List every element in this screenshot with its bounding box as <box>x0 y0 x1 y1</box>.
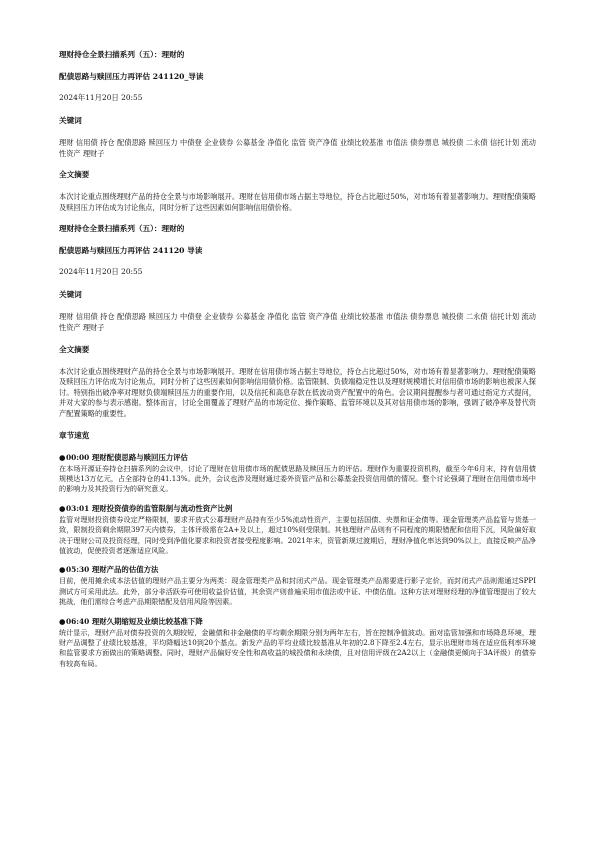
chapter-body: 在本场开源证券持仓扫描系列的会议中，讨论了理财在信用债市场的配债思路及赎回压力的评估。理财作为重要投资机构，截至今年6月末，持有信用债规模达13万亿元，占全部持仓的41.13%。此外，会议也涉及理财通过委外资管产品和公募基金投资信用债的情况。整个讨论强调了理财在信用债市场中的影响力及其投资行为的研究意义。 <box>59 463 536 494</box>
bullet-icon: ● <box>59 616 66 626</box>
summary-heading: 全文摘要 <box>59 170 90 180</box>
bullet-icon: ● <box>59 503 66 513</box>
chapters-section <box>59 431 536 670</box>
summary-text: 本次讨论重点围绕理财产品的持仓全景与市场影响展开。理财在信用债市场占据主导地位，持仓占比超过50%，对市场有着显著影响力。理财配债策略及赎回压力评估成为讨论焦点，同时分析了这些因素如何影响信用债价格。 <box>59 192 536 212</box>
keywords-heading: 关键词 <box>59 290 82 300</box>
chapter-body: 统计显示，理财产品对债券投资的久期较短，金融债和非金融债的平均剩余期限分别为两年左右，旨在控制净值波动。面对监管加强和市场降息环境，理财产品调整了业绩比较基准，平均降幅达10到20个基点。新发产品的平均业绩比较基准从年初的2.8下降至2.4左右，显示出理财市场在适应低利率环境和监管要求方面做出的策略调整。同时，理财产品偏好安全性和高收益的城投债和永续债，且对信用评级在2A2以上（金融债更倾向于3A评级）的债券有较高布局。 <box>59 627 536 668</box>
chapter-body: 目前，使用摊余成本法估值的理财产品主要分为两类：现金管理类产品和封闭式产品。现金管理类产品需要进行影子定价，而封闭式产品则需通过SPPI测试方可采用此法。此外，部分非活跃券可使用收益价估值，其余资产则普遍采用市值法或中证、中债估值。这种方法对理财经理的净值管理提出了较大挑战，他们需综合考虑产品期限错配及信用风险等因素。 <box>59 576 536 607</box>
summary-text: 本次讨论重点围绕理财产品的持仓全景与市场影响展开。理财在信用债市场占据主导地位，持仓占比超过50%，对市场有着显著影响力。理财配债策略及赎回压力评估成为讨论焦点，同时分析了这些因素如何影响信用债价格。监管限制、负债端稳定性以及理财规模增长对信用债市场的影响也被深入探讨。特别指出破净率对理财负债端赎回压力的重要作用，以及信托和高息存款在低波动资产配置中的角色。会议期间提醒参与者可通过指定方式提问，并对大家的参与表示感谢。整体而言，讨论全面覆盖了理财产品的市场定位、操作策略、监管环境以及其对信用债市场的影响，强调了破净率及替代资产配置策略的重要性。 <box>59 366 536 418</box>
chapter-item <box>59 617 536 670</box>
article-title-line-1: 理财持仓全景扫描系列（五）：理财的 <box>59 50 185 59</box>
chapters-heading: 章节速览 <box>59 430 90 440</box>
article-title-line-1: 理财持仓全景扫描系列（五）：理财的 <box>59 224 185 234</box>
summary-heading: 全文摘要 <box>59 344 90 354</box>
chapter-item <box>59 504 536 557</box>
publish-date: 2024年11月20日 20:55 <box>59 267 143 277</box>
chapter-title: ●03:01 理财投资债券的监管限制与流动性资产比例 <box>59 503 233 513</box>
chapter-item <box>59 565 536 607</box>
keywords-text: 理财 信用债 持仓 配债思路 赎回压力 中债登 企业债券 公募基金 净值化 监管 资产净值 业绩比较基准 市值法 债券票息 城投债 二永债 信托计划 流动性资产 理财子 <box>59 312 536 332</box>
keywords-text: 理财 信用债 持仓 配债思路 赎回压力 中债登 企业债券 公募基金 净值化 监管 资产净值 业绩比较基准 市值法 债券票息 城投债 二永债 信托计划 流动性资产 理财子 <box>59 138 536 158</box>
article-title-line-2: 配债思路与赎回压力再评估 241120 导读 <box>59 246 203 256</box>
chapter-title: ●00:00 理财配债思路与赎回压力评估 <box>59 452 188 462</box>
chapter-title: ●05:30 理财产品的估值方法 <box>59 565 159 575</box>
chapter-title: ●06:40 理财久期缩短及业绩比较基准下降 <box>59 616 203 626</box>
publish-date: 2024年11月20日 20:55 <box>59 93 143 102</box>
article-title-line-2: 配债思路与赎回压力再评估 241120_导读 <box>59 72 204 81</box>
bullet-icon: ● <box>59 452 66 462</box>
chapter-item <box>59 453 536 495</box>
article-block-2 <box>59 224 536 419</box>
bullet-icon: ● <box>59 565 66 575</box>
article-block-1 <box>59 50 536 213</box>
chapter-body: 监管对理财投资债券设定严格限制，要求开放式公募理财产品持有至少5%流动性资产，主要包括国债、央票和证金债等。现金管理类产品监管与货基一致，限制投资剩余期限397天内债券，主体评级需在2A+及以上，超过10%则受限制。其他理财产品则有不同程度的期限错配和信用下沉，风险偏好取决于理财公司及投资经理，同时受到净值化要求和投资者接受程度影响。2021年末，资管新规过渡期后，理财净值化率达到90%以上，直接反映产品净值波动，促使投资者逐渐适应风险。 <box>59 514 536 555</box>
keywords-heading: 关键词 <box>59 116 82 125</box>
